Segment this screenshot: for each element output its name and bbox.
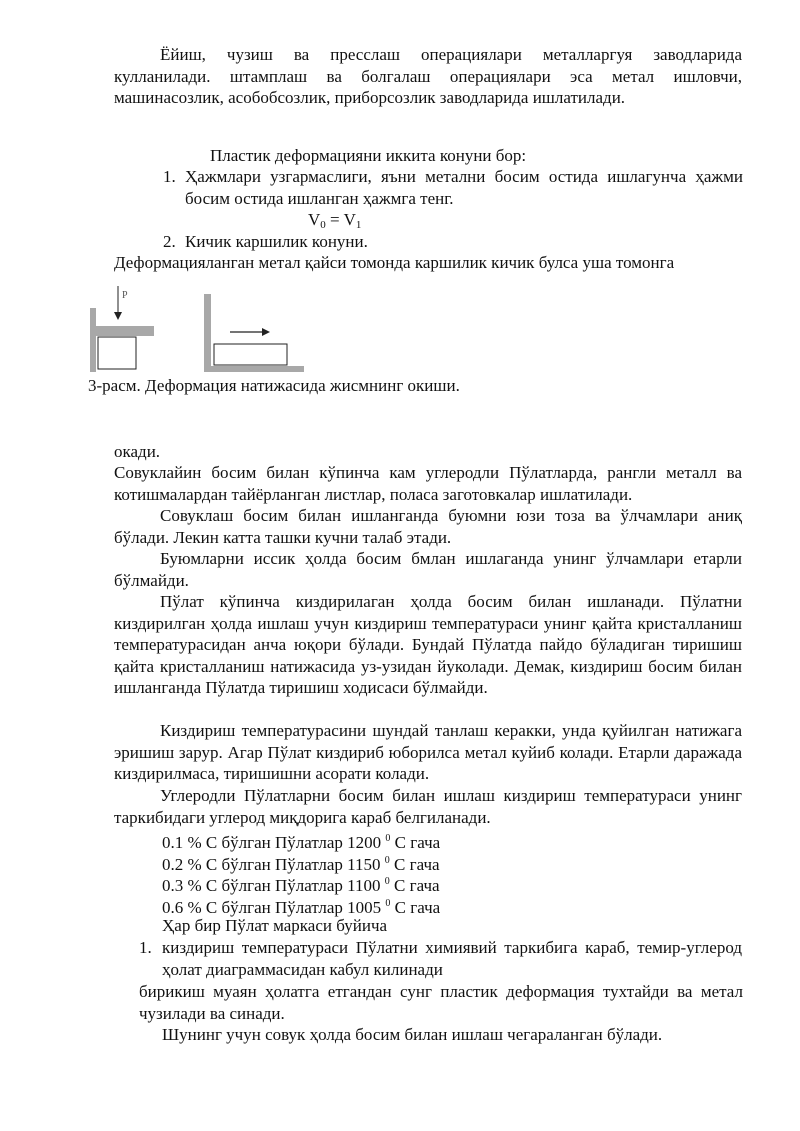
law-1-number: 1. xyxy=(163,167,176,186)
deformation-figure xyxy=(86,282,306,374)
temp-line-2: 0.2 % С бўлган Пўлатлар 1150 $^0$ С гача xyxy=(162,855,440,874)
temp-line-4: 0.6 % С бўлган Пўлатлар 1005 $^0$ С гача xyxy=(162,898,441,917)
temp-line-3: 0.3 % С бўлган Пўлатлар 1100 $^0$ С гача xyxy=(162,876,440,895)
paragraph-hot-dimensions: Буюмларни иссик ҳолда босим бмлан ишлаганда унинг ўлчамлари етарли бўлмайди. xyxy=(114,549,742,590)
grade-line: Ҳар бир Пўлат маркаси буйича xyxy=(162,916,388,935)
law-1-text: Ҳажмлари узгармаслиги, яъни метални босим остида ишлагунча ҳажми босим остида ишланган ҳажмга тенг. xyxy=(185,167,743,208)
figure-caption: 3-расм. Деформация натижасида жисмнинг окиши. xyxy=(88,376,460,395)
paragraph-intro: Ёйиш, чузиш ва пресслаш операциялари металларгуя заводларида кулланилади. штамплаш ва болгалаш операциялари эса метал ишловчи, машинасозлик, асобобсозлик, приборсозлик заводларида ишлатилади. xyxy=(114,45,742,107)
paragraph-deformation: Деформацияланган метал қайси томонда каршилик кичик булса уша томонга xyxy=(114,253,675,272)
item-1-number: 1. xyxy=(139,938,152,957)
volume-formula: $V_0 = V_1$ xyxy=(308,210,362,231)
workpiece-block xyxy=(98,337,136,369)
paragraph-cold-usage: Совуклайин босим билан кўпинча кам углеродли Пўлатларда, рангли металл ва котишмалардан тайёрланган листлар, поласа заготовкалар ишлатилади. xyxy=(114,463,742,504)
paragraph-cold-quality: Совуклаш босим билан ишланганда буюмни юзи тоза ва ўлчамлари аниқ бўлади. Лекин катта ташки кучни талаб этади. xyxy=(114,506,742,547)
paragraph-heating: Пўлат кўпинча киздирилаган ҳолда босим билан ишланади. Пўлатни киздирилган ҳолда ишлаш учун киздириш температураси унинг қайта кристалланиш температурасидан анча юқори бўлади. Бундай Пўлатда пайдо бўладиган тиришиш қайта кристалланиш натижасида уз-узидан йуколади. Демак, киздириш босим билан ишланганда Пўлатда тиришиш ходисаси бўлмайди. xyxy=(114,592,742,697)
paragraph-deformation-end: окади. xyxy=(114,442,161,461)
force-arrow-head xyxy=(114,312,122,320)
flow-arrow-head xyxy=(262,328,270,336)
item-1-text: киздириш температураси Пўлатни химиявий таркибига караб, темир-углерод ҳолат диаграммасидан кабул килинади xyxy=(162,938,742,979)
pressing-plate xyxy=(96,326,154,336)
flattened-block xyxy=(214,344,287,365)
paragraph-conclusion: Шунинг учун совук ҳолда босим билан ишлаш чегараланган бўлади. xyxy=(162,1025,663,1044)
paragraph-fracture: бирикиш муаян ҳолатга етгандан сунг пластик деформация тухтайди ва метал чузилади ва синади. xyxy=(139,982,743,1023)
paragraph-temperature-choice: Киздириш температурасини шундай танлаш керакки, унда қуйилган натижага эришиш зарур. Агар Пўлат киздириб юборилса метал куйиб колади. Етарли даражада киздирилмаса, тиришишни асорати колади. xyxy=(114,721,742,783)
force-label: P xyxy=(122,290,128,301)
floor xyxy=(204,366,304,372)
left-wall xyxy=(90,308,96,372)
paragraph-carbon-steel: Углеродли Пўлатларни босим билан ишлаш киздириш температураси унинг таркибидаги углерод миқдорига караб белгиланади. xyxy=(114,786,742,827)
laws-intro: Пластик деформацияни иккита конуни бор: xyxy=(210,146,527,165)
temp-line-1: 0.1 % С бўлган Пўлатлар 1200 $^0$ С гача xyxy=(162,833,441,852)
right-wall xyxy=(204,294,211,372)
law-2-text: Кичик каршилик конуни. xyxy=(185,232,368,251)
law-2-number: 2. xyxy=(163,232,176,251)
